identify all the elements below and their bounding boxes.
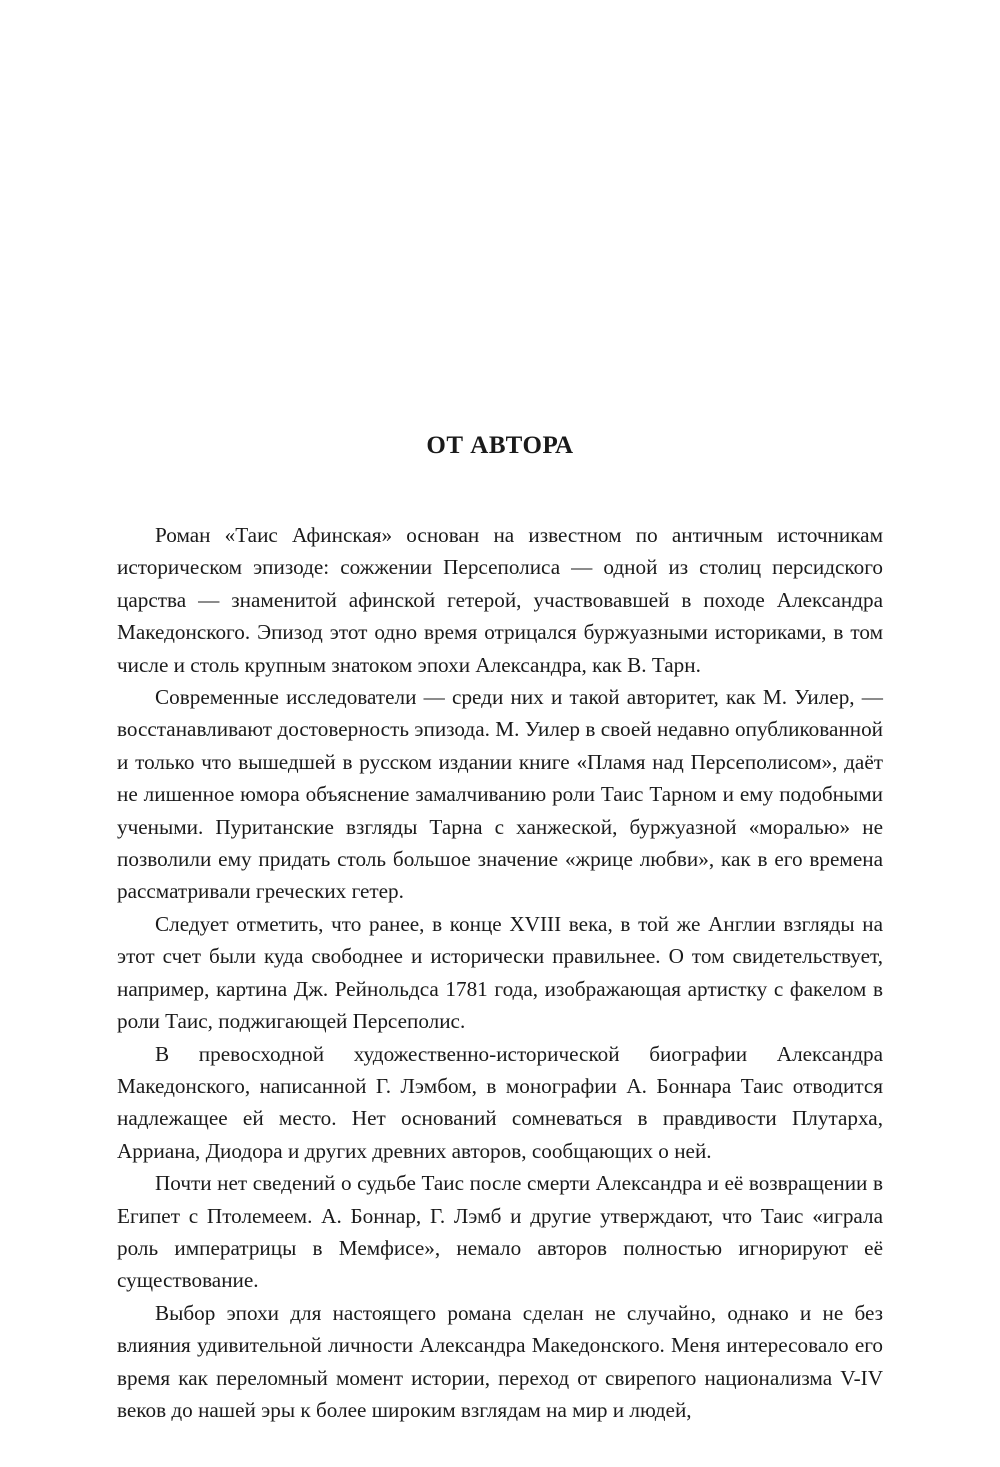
paragraph: Почти нет сведений о судьбе Таис после смерти Александра и её возвращении в Египет с Птолемеем. А. Боннар, Г. Лэмб и другие утверждают, что Таис «играла роль императрицы в Мемфисе», немало авторов полностью игнорируют её существование. (117, 1171, 883, 1293)
paragraph: В превосходной художественно-исторической биографии Александра Македонского, написанной Г. Лэмбом, в монографии А. Боннара Таис отводится надлежащее ей место. Нет оснований сомневаться в правдивости Плутарха, Арриана, Диодора и других древних авторов, сообщающих о ней. (117, 1041, 883, 1163)
chapter-title: ОТ АВТОРА (426, 432, 574, 459)
paragraph: Выбор эпохи для настоящего романа сделан не случайно, однако и не без влияния удивительной личности Александра Македонского. Меня интересовало его время как переломный момент истории, переход от свирепого национализма V-IV веков до нашей эры к более широким взглядам на мир и людей, (117, 1300, 883, 1422)
paragraph: Роман «Таис Афинская» основан на известном по античным источникам историческом эпизоде: сожжении Персеполиса — одной из столиц персидского царства — знаменитой афинской гетерой, участвовавшей в походе Александра Македонского. Эпизод этот одно время отрицался буржуазными историками, в том числе и столь крупным знатоком эпохи Александра, как В. Тарн. (117, 523, 883, 677)
paragraph: Следует отметить, что ранее, в конце XVIII века, в той же Англии взгляды на этот счет были куда свободнее и исторически правильнее. О том свидетельствует, например, картина Дж. Рейнольдса 1781 года, изображающая артистку с факелом в роли Таис, поджигающей Персеполис. (117, 911, 883, 1034)
paragraph: Современные исследователи — среди них и такой авторитет, как М. Уилер, — восстанавливают достоверность эпизода. М. Уилер в своей недавно опубликованной и только что вышедшей в русском издании книге «Пламя над Персеполисом», даёт не лишенное юмора объяснение замалчиванию роли Таис Тарном и ему подобными учеными. Пуританские взгляды Тарна с ханжеской, буржуазной «моралью» не позволили ему придать столь большое значение «жрице любви», как в его времена рассматривали греческих гетер. (117, 685, 883, 904)
body-text (117, 519, 883, 1426)
